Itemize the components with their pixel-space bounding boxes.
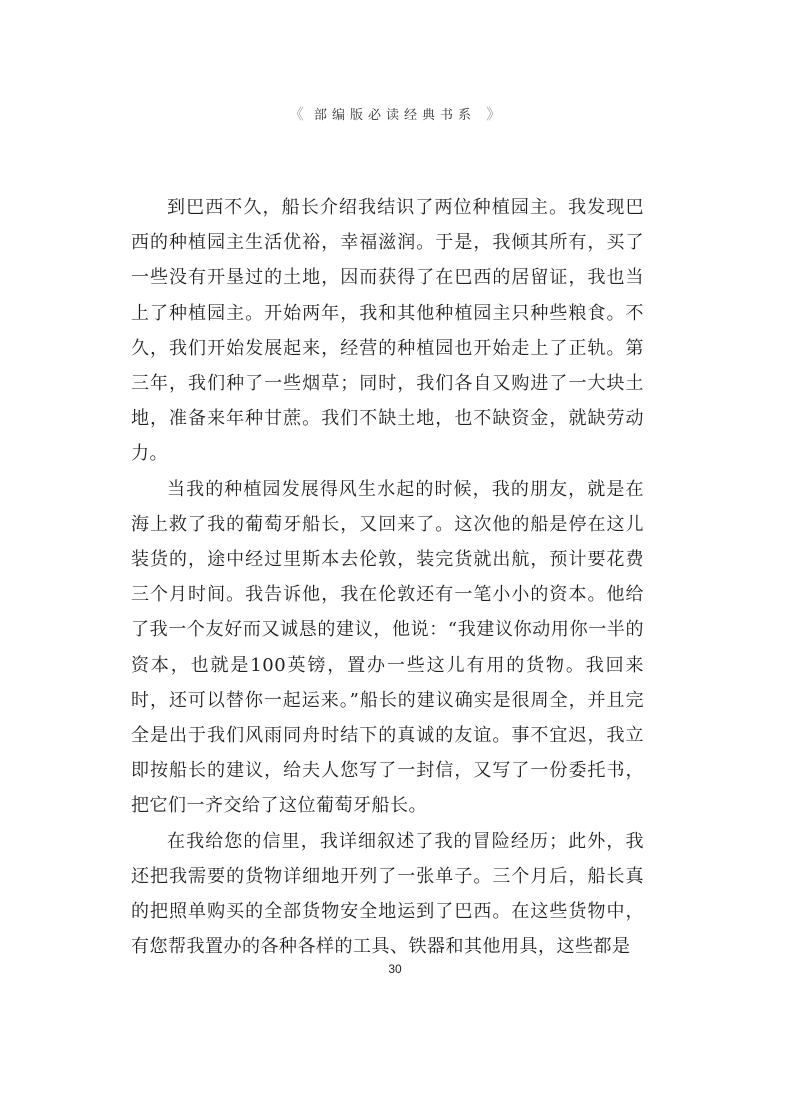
body-text [131, 190, 644, 964]
page-number: 30 [388, 962, 402, 976]
running-header [0, 103, 790, 124]
series-title: 部编版必读经典书系 [313, 108, 476, 123]
paragraph: 在我给您的信里，我详细叙述了我的冒险经历；此外，我还把我需要的货物详细地开列了一张单子。三个月后，船长真的把照单购买的全部货物安全地运到了巴西。在这些货物中，有您帮我置办的各种各样的工具、铁器和其他用具，这些都是 [131, 830, 644, 958]
paragraph: 当我的种植园发展得风生水起的时候，我的朋友，就是在海上救了我的葡萄牙船长，又回来了。这次他的船是停在这儿装货的，途中经过里斯本去伦敦，装完货就出航，预计要花费三个月时间。我告诉他，我在伦敦还有一笔小小的资本。他给了我一个友好而又诚恳的建议，他说：“我建议你动用你一半的资本，也就是100英镑，置办一些这儿有用的货物。我回来时，还可以替你一起运来。”船长的建议确实是很周全，并且完全是出于我们风雨同舟时结下的真诚的友谊。事不宜迟，我立即按船长的建议，给夫人您写了一封信，又写了一份委托书，把它们一齐交给了这位葡萄牙船长。 [131, 478, 644, 817]
left-ornament: 《 [288, 105, 304, 123]
right-ornament: 》 [486, 105, 502, 123]
paragraph: 到巴西不久，船长介绍我结识了两位种植园主。我发现巴西的种植园主生活优裕，幸福滋润。于是，我倾其所有，买了一些没有开垦过的土地，因而获得了在巴西的居留证，我也当上了种植园主。开始两年，我和其他种植园主只种些粮食。不久，我们开始发展起来，经营的种植园也开始走上了正轨。第三年，我们种了一些烟草；同时，我们各自又购进了一大块土地，准备来年种甘蔗。我们不缺土地，也不缺资金，就缺劳动力。 [131, 197, 644, 465]
